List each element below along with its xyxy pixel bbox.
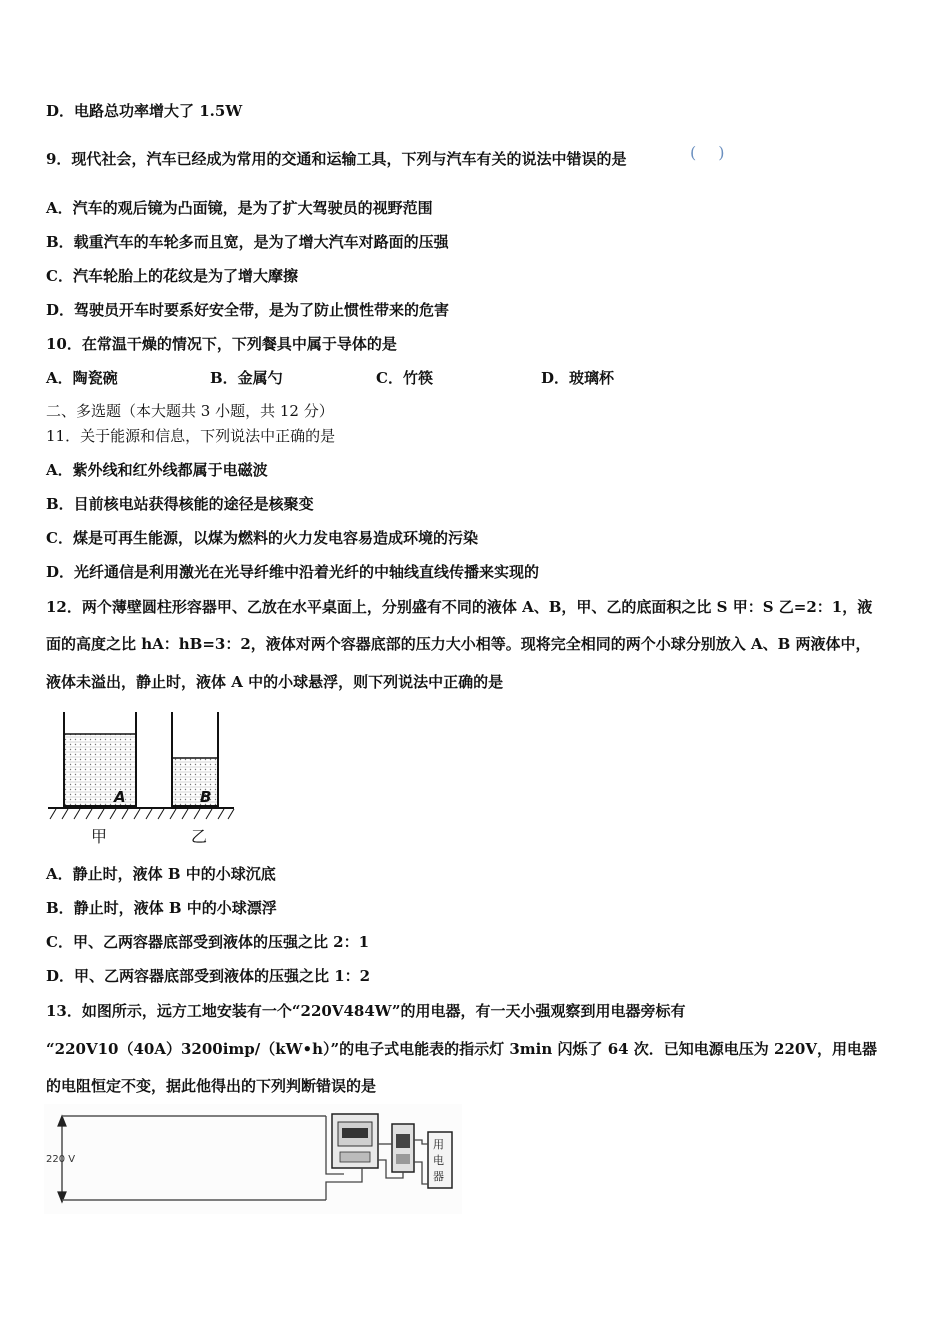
q12-containers-figure xyxy=(44,708,240,850)
liquid-b-label: B xyxy=(200,788,212,806)
q12-stem-line-2: 面的高度之比 hA：hB=3：2，液体对两个容器底部的压力大小相等。现将完全相同的两个小球分别放入 A、B 两液体中， xyxy=(46,635,871,653)
q9-stem: 9．现代社会，汽车已经成为常用的交通和运输工具，下列与汽车有关的说法中错误的是 xyxy=(46,150,627,168)
q10-options-row xyxy=(46,368,746,388)
q9-option-b: B．载重汽车的车轮多而且宽，是为了增大汽车对路面的压强 xyxy=(46,233,449,251)
container-a-label: 甲 xyxy=(91,827,108,846)
appliance-label-char-3: 器 xyxy=(433,1170,444,1183)
container-b-label: 乙 xyxy=(191,827,208,846)
q9-option-c: C．汽车轮胎上的花纹是为了增大摩擦 xyxy=(46,267,298,285)
q10-option-a: A．陶瓷碗 xyxy=(46,369,118,387)
q12-option-d: D．甲、乙两容器底部受到液体的压强之比 1：2 xyxy=(46,967,371,985)
q11-option-d: D．光纤通信是利用激光在光导纤维中沿着光纤的中轴线直线传播来实现的 xyxy=(46,563,540,581)
table-hatching xyxy=(50,809,234,819)
q12-stem-line-1: 12．两个薄壁圆柱形容器甲、乙放在水平桌面上，分别盛有不同的液体 A、B，甲、乙的底面积之比 S 甲：S 乙=2：1，液 xyxy=(46,598,873,616)
energy-meter xyxy=(332,1114,378,1168)
q11-option-c: C．煤是可再生能源，以煤为燃料的火力发电容易造成环境的污染 xyxy=(46,529,478,547)
liquid-a-label: A xyxy=(114,788,126,806)
section-title: 二、多选题（本大题共 3 小题，共 12 分） xyxy=(46,402,334,420)
q9-answer-paren: () xyxy=(690,143,747,162)
q11-option-b: B．目前核电站获得核能的途径是核聚变 xyxy=(46,495,314,513)
q12-option-a: A．静止时，液体 B 中的小球沉底 xyxy=(46,865,276,883)
q12-stem-line-3: 液体未溢出，静止时，液体 A 中的小球悬浮，则下列说法中正确的是 xyxy=(46,673,504,691)
q10-option-d: D．玻璃杯 xyxy=(541,369,615,387)
q9-option-d: D．驾驶员开车时要系好安全带，是为了防止惯性带来的危害 xyxy=(46,301,450,319)
q10-option-c: C．竹筷 xyxy=(376,369,433,387)
q12-option-b: B．静止时，液体 B 中的小球漂浮 xyxy=(46,899,277,917)
q13-stem-line-2: “220V10（40A）3200imp/（kW•h）”的电子式电能表的指示灯 3min 闪烁了 64 次．已知电源电压为 220V，用电器 xyxy=(46,1040,877,1058)
q11-option-a: A．紫外线和红外线都属于电磁波 xyxy=(46,461,268,479)
q12-option-c: C．甲、乙两容器底部受到液体的压强之比 2：1 xyxy=(46,933,370,951)
circuit-breaker xyxy=(392,1124,414,1172)
q13-stem-line-1: 13．如图所示，远方工地安装有一个“220V484W”的用电器，有一天小强观察到用电器旁标有 xyxy=(46,1002,686,1020)
voltage-label: 220 V xyxy=(46,1154,76,1165)
appliance-label-char-2: 电 xyxy=(433,1154,444,1167)
q13-stem-line-3: 的电阻恒定不变，据此他得出的下列判断错误的是 xyxy=(46,1077,377,1095)
q10-option-b: B．金属勺 xyxy=(210,369,283,387)
appliance-label-char-1: 用 xyxy=(433,1138,444,1151)
q9-option-a: A．汽车的观后镜为凸面镜，是为了扩大驾驶员的视野范围 xyxy=(46,199,433,217)
q13-circuit-figure xyxy=(44,1104,462,1214)
q10-stem: 10．在常温干燥的情况下，下列餐具中属于导体的是 xyxy=(46,335,397,353)
q8-option-d: D．电路总功率增大了 1.5W xyxy=(46,102,243,120)
q11-stem: 11．关于能源和信息，下列说法中正确的是 xyxy=(46,427,336,445)
